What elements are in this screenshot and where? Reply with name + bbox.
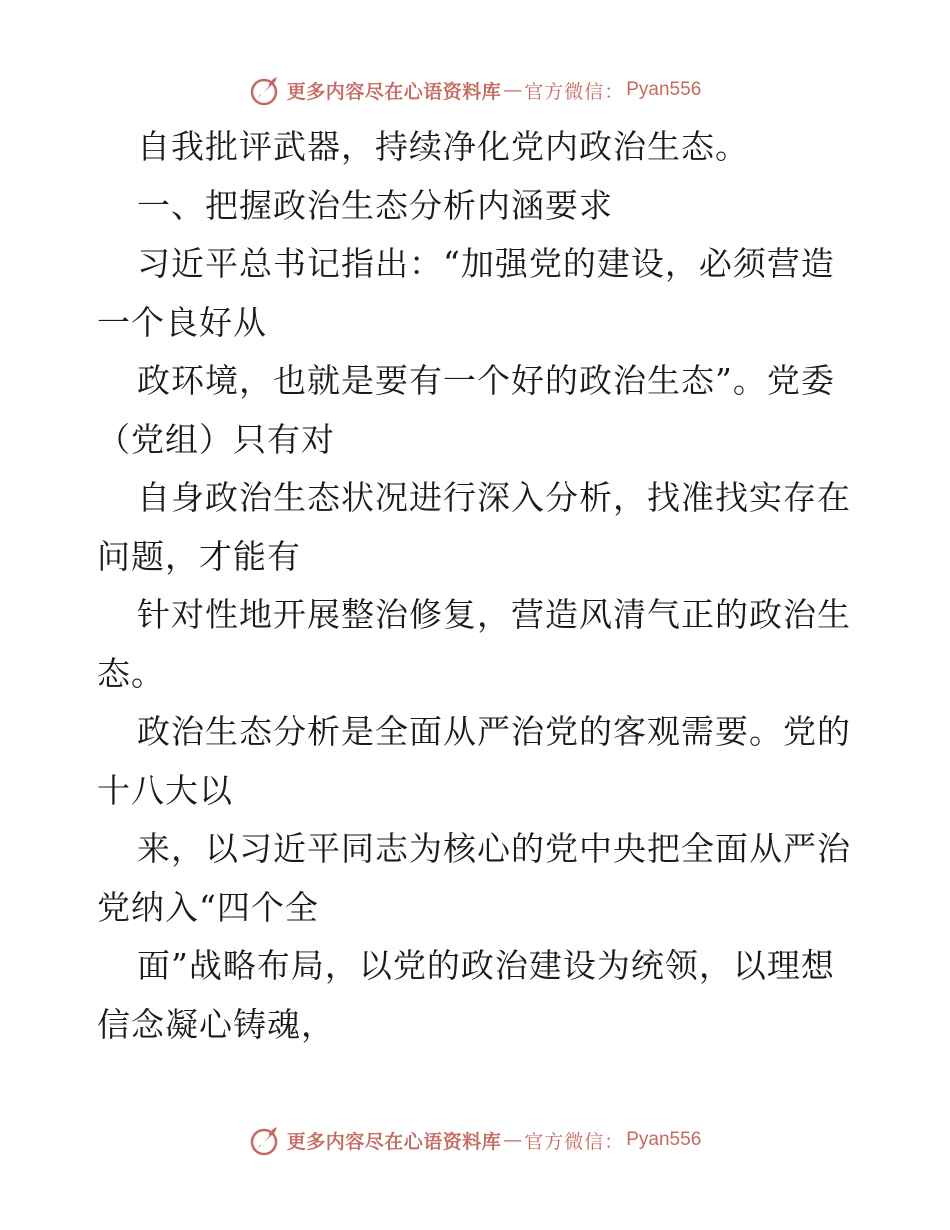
watermark-footer <box>0 1120 950 1160</box>
text-line: 自我批评武器，持续净化党内政治生态。 <box>137 127 749 166</box>
watermark-wechat-id: Pyan556 <box>626 1129 702 1150</box>
text-line: 信念凝心铸魂， <box>97 1004 335 1044</box>
document-body <box>97 118 857 1054</box>
text-line: 面”战略布局，以党的政治建设为统领，以理想 <box>137 946 835 985</box>
text-line: 一个良好从 <box>97 302 267 342</box>
text-line: 十八大以 <box>97 770 233 810</box>
section-heading: 一、把握政治生态分析内涵要求 <box>137 185 613 225</box>
watermark-brand: 更多内容尽在心语资料库 <box>286 1130 502 1153</box>
watermark-dash: — <box>503 79 523 101</box>
text-line: 问题，才能有 <box>97 536 301 576</box>
feather-pen-logo-icon <box>249 1123 283 1157</box>
watermark-dash: — <box>503 1129 523 1151</box>
feather-pen-logo-icon <box>249 73 283 107</box>
text-line: 党纳入“四个全 <box>97 887 319 927</box>
watermark-header <box>0 70 950 110</box>
text-line: 习近平总书记指出：“加强党的建设，必须营造 <box>137 244 835 283</box>
text-line: 来，以习近平同志为核心的党中央把全面从严治 <box>137 829 851 868</box>
text-line: 态。 <box>97 653 165 693</box>
watermark-brand: 更多内容尽在心语资料库 <box>286 80 502 103</box>
watermark-wechat-id: Pyan556 <box>626 79 702 100</box>
text-line: 针对性地开展整治修复，营造风清气正的政治生 <box>137 595 851 634</box>
watermark-official-label: 官方微信： <box>524 1130 625 1153</box>
text-line: 政治生态分析是全面从严治党的客观需要。党的 <box>137 712 851 751</box>
text-line: （党组）只有对 <box>97 419 335 459</box>
text-line: 自身政治生态状况进行深入分析，找准找实存在 <box>137 478 851 517</box>
watermark-official-label: 官方微信： <box>524 80 625 103</box>
text-line: 政环境，也就是要有一个好的政治生态”。党委 <box>137 361 835 400</box>
